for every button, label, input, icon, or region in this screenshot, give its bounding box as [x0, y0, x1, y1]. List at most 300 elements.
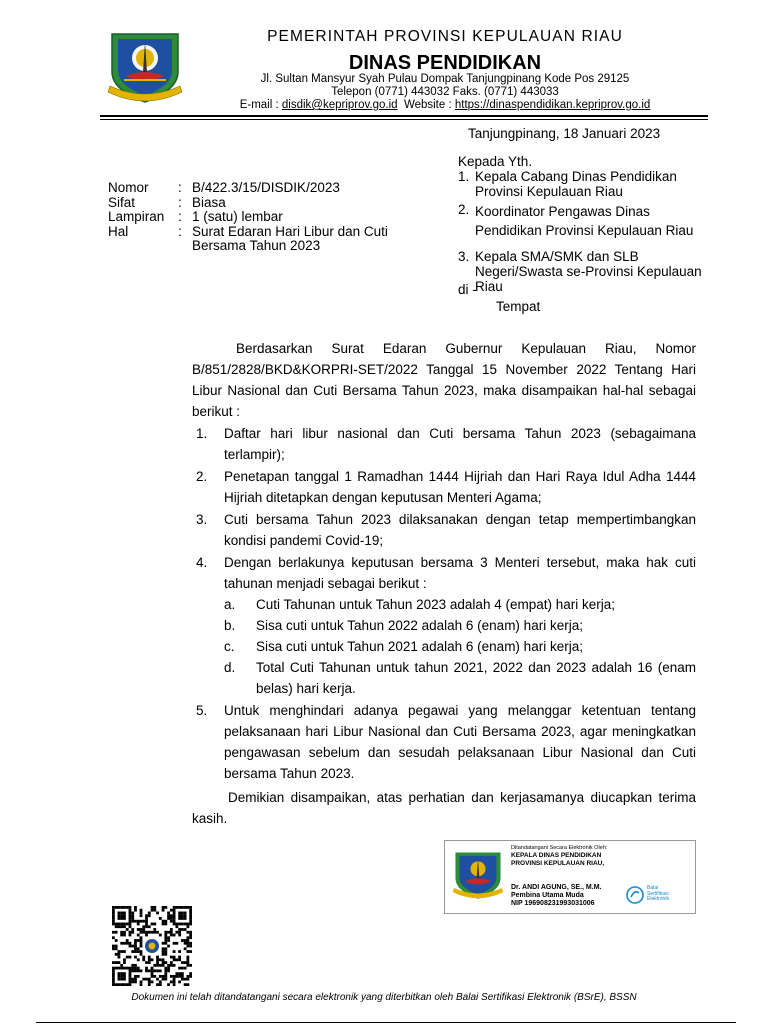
- qr-module: [134, 969, 137, 972]
- qr-module: [112, 978, 115, 981]
- qr-module: [129, 978, 132, 981]
- qr-module: [181, 939, 184, 942]
- qr-module: [140, 942, 143, 945]
- qr-module: [181, 923, 184, 926]
- qr-module: [134, 945, 137, 948]
- qr-module: [131, 980, 134, 983]
- sub-item: b. Sisa cuti untuk Tahun 2022 adalah 6 (enam) hari kerja;: [224, 618, 583, 633]
- qr-module: [186, 942, 189, 945]
- qr-module: [131, 931, 134, 934]
- qr-module: [178, 980, 181, 983]
- qr-module: [173, 950, 176, 953]
- qr-module: [145, 978, 148, 981]
- qr-module: [189, 950, 192, 953]
- qr-module: [120, 975, 123, 978]
- qr-module: [170, 975, 173, 978]
- qr-module: [189, 942, 192, 945]
- qr-module: [129, 909, 132, 912]
- qr-module: [170, 980, 173, 983]
- qr-module: [120, 934, 123, 937]
- qr-module: [164, 972, 167, 975]
- qr-module: [173, 980, 176, 983]
- qr-module: [120, 906, 123, 909]
- qr-module: [140, 920, 143, 923]
- email-link[interactable]: disdik@kepriprov.go.id: [281, 99, 398, 111]
- footer-divider: [36, 1022, 736, 1023]
- qr-module: [120, 964, 123, 967]
- qr-module: [162, 978, 165, 981]
- qr-module: [178, 912, 181, 915]
- qr-module: [112, 983, 115, 986]
- qr-module: [164, 939, 167, 942]
- qr-module: [186, 958, 189, 961]
- qr-module: [129, 920, 132, 923]
- qr-module: [145, 931, 148, 934]
- qr-module: [153, 964, 156, 967]
- list-item: 1. Daftar hari libur nasional dan Cuti bersama Tahun 2023 (sebagaimana terlampir);: [196, 426, 696, 462]
- qr-module: [123, 978, 126, 981]
- qr-module: [137, 923, 140, 926]
- place-date: Tanjungpinang, 18 Januari 2023: [468, 126, 661, 141]
- qr-module: [167, 983, 170, 986]
- qr-module: [189, 931, 192, 934]
- qr-module: [156, 912, 159, 915]
- qr-module: [112, 947, 115, 950]
- qr-module: [123, 942, 126, 945]
- qr-module: [173, 975, 176, 978]
- qr-module: [153, 928, 156, 931]
- qr-module: [120, 978, 123, 981]
- qr-module: [151, 923, 154, 926]
- qr-module: [189, 920, 192, 923]
- qr-module: [123, 925, 126, 928]
- qr-module: [131, 978, 134, 981]
- qr-module: [129, 945, 132, 948]
- qr-module: [186, 956, 189, 959]
- qr-module: [120, 983, 123, 986]
- qr-module: [164, 978, 167, 981]
- qr-module: [159, 969, 162, 972]
- header-contact: [200, 73, 690, 112]
- qr-module: [123, 975, 126, 978]
- qr-module: [156, 956, 159, 959]
- qr-module: [131, 912, 134, 915]
- qr-module: [170, 909, 173, 912]
- qr-module: [126, 906, 129, 909]
- qr-module: [181, 961, 184, 964]
- qr-module: [112, 917, 115, 920]
- qr-module: [118, 978, 121, 981]
- qr-module: [181, 972, 184, 975]
- qr-module: [145, 923, 148, 926]
- qr-module: [123, 923, 126, 926]
- qr-module: [170, 931, 173, 934]
- qr-module: [186, 983, 189, 986]
- qr-module: [131, 920, 134, 923]
- qr-module: [118, 914, 121, 917]
- qr-module: [123, 912, 126, 915]
- qr-module: [126, 956, 129, 959]
- qr-module: [162, 958, 165, 961]
- qr-module: [156, 958, 159, 961]
- qr-module: [189, 964, 192, 967]
- qr-module: [181, 914, 184, 917]
- recipient-item: 3. Kepala SMA/SMK dan SLB Negeri/Swasta se-Provinsi Kepulauan Riau: [458, 249, 702, 294]
- qr-module: [170, 961, 173, 964]
- province-logo: [104, 28, 186, 106]
- qr-module: [145, 969, 148, 972]
- qr-module: [129, 980, 132, 983]
- qr-module: [178, 906, 181, 909]
- recipient-item: 1. Kepala Cabang Dinas Pendidikan Provinsi Kepulauan Riau: [458, 169, 677, 199]
- qr-module: [175, 942, 178, 945]
- qr-module: [186, 978, 189, 981]
- qr-module: [137, 967, 140, 970]
- qr-module: [145, 961, 148, 964]
- qr-module: [148, 961, 151, 964]
- qr-module: [118, 912, 121, 915]
- qr-module: [140, 928, 143, 931]
- qr-module: [162, 961, 165, 964]
- qr-module: [189, 906, 192, 909]
- qr-module: [184, 942, 187, 945]
- qr-module: [120, 912, 123, 915]
- qr-module: [173, 983, 176, 986]
- qr-module: [129, 923, 132, 926]
- qr-module: [120, 923, 123, 926]
- qr-module: [170, 917, 173, 920]
- qr-module: [170, 914, 173, 917]
- qr-module: [181, 978, 184, 981]
- qr-module: [189, 914, 192, 917]
- qr-module: [151, 906, 154, 909]
- qr-module: [162, 950, 165, 953]
- qr-module: [112, 975, 115, 978]
- qr-module: [112, 931, 115, 934]
- qr-module: [178, 975, 181, 978]
- qr-module: [159, 934, 162, 937]
- qr-module: [134, 978, 137, 981]
- qr-module: [184, 914, 187, 917]
- qr-module: [170, 928, 173, 931]
- qr-module: [173, 978, 176, 981]
- qr-module: [189, 912, 192, 915]
- qr-module: [148, 914, 151, 917]
- qr-module: [164, 934, 167, 937]
- qr-module: [118, 972, 121, 975]
- qr-module: [134, 980, 137, 983]
- qr-module: [186, 961, 189, 964]
- qr-module: [134, 906, 137, 909]
- qr-module: [126, 923, 129, 926]
- qr-module: [178, 917, 181, 920]
- qr-module: [137, 928, 140, 931]
- qr-module: [140, 931, 143, 934]
- qr-module: [148, 931, 151, 934]
- qr-module: [131, 928, 134, 931]
- qr-module: [129, 931, 132, 934]
- signature-box: [444, 840, 696, 914]
- qr-module: [175, 975, 178, 978]
- qr-module: [184, 961, 187, 964]
- qr-module: [181, 928, 184, 931]
- qr-module: [112, 912, 115, 915]
- qr-module: [159, 964, 162, 967]
- qr-module: [137, 939, 140, 942]
- qr-module: [164, 906, 167, 909]
- qr-module: [142, 956, 145, 959]
- qr-module: [140, 980, 143, 983]
- qr-module: [186, 964, 189, 967]
- qr-module: [145, 925, 148, 928]
- qr-module: [129, 975, 132, 978]
- qr-module: [186, 925, 189, 928]
- qr-module: [140, 909, 143, 912]
- qr-module: [129, 969, 132, 972]
- qr-module: [184, 947, 187, 950]
- qr-module: [162, 909, 165, 912]
- qr-module: [140, 914, 143, 917]
- qr-module: [115, 983, 118, 986]
- qr-module: [189, 945, 192, 948]
- recipients-tempat: Tempat: [496, 299, 541, 314]
- qr-module: [178, 914, 181, 917]
- recipients-title: Kepada Yth.: [458, 154, 533, 169]
- qr-module: [134, 939, 137, 942]
- qr-module: [148, 925, 151, 928]
- qr-module: [112, 945, 115, 948]
- signature-logo: [450, 846, 506, 904]
- qr-module: [140, 953, 143, 956]
- qr-module: [153, 975, 156, 978]
- qr-module: [164, 975, 167, 978]
- qr-module: [120, 914, 123, 917]
- qr-module: [137, 969, 140, 972]
- qr-module: [184, 983, 187, 986]
- qr-module: [151, 931, 154, 934]
- qr-module: [186, 936, 189, 939]
- qr-module: [123, 931, 126, 934]
- qr-module: [131, 967, 134, 970]
- qr-module: [140, 939, 143, 942]
- qr-module: [186, 950, 189, 953]
- qr-module: [162, 953, 165, 956]
- qr-module: [131, 914, 134, 917]
- qr-module: [112, 961, 115, 964]
- qr-module: [134, 956, 137, 959]
- qr-module: [129, 914, 132, 917]
- qr-module: [140, 936, 143, 939]
- qr-module: [129, 967, 132, 970]
- qr-module: [151, 972, 154, 975]
- qr-module: [159, 917, 162, 920]
- letter-body: [192, 338, 696, 829]
- qr-module: [129, 972, 132, 975]
- qr-module: [189, 936, 192, 939]
- website-link[interactable]: https://dinaspendidikan.kepriprov.go.id: [454, 99, 651, 111]
- qr-module: [175, 925, 178, 928]
- qr-module: [118, 975, 121, 978]
- qr-module: [145, 934, 148, 937]
- qr-module: [181, 975, 184, 978]
- qr-module: [162, 923, 165, 926]
- qr-module: [115, 947, 118, 950]
- qr-module: [184, 978, 187, 981]
- qr-module: [112, 914, 115, 917]
- qr-module: [164, 931, 167, 934]
- qr-module: [167, 967, 170, 970]
- qr-module: [156, 961, 159, 964]
- header-address: Jl. Sultan Mansyur Syah Pulau Dompak Tanjungpinang Kode Pos 29125: [260, 73, 630, 85]
- qr-module: [142, 920, 145, 923]
- qr-module: [123, 950, 126, 953]
- qr-module: [134, 967, 137, 970]
- qr-module: [118, 983, 121, 986]
- qr-module: [115, 906, 118, 909]
- list-item: 4. Dengan berlakunya keputusan bersama 3 Menteri tersebut, maka hak cuti tahunan menjadi sebagai berikut : a. Cuti Tahunan untuk Tahun 2023 adalah 4 (empat) hari kerja; b. Sisa cuti untuk Tahun 2022 adalah 6 (enam) hari kerja; c. Sisa cuti untuk Tahun 2021 adalah 6 (enam) hari kerja; d. Total Cuti Tahunan untuk tahun 2021, 2022 dan 2023 adalah 16 (enam belas) hari kerja.: [192, 552, 696, 699]
- qr-module: [134, 964, 137, 967]
- qr-module: [167, 931, 170, 934]
- qr-module: [118, 906, 121, 909]
- qr-module: [184, 967, 187, 970]
- qr-module: [115, 945, 118, 948]
- list-item: 2. Penetapan tanggal 1 Ramadhan 1444 Hijriah dan Hari Raya Idul Adha 1444 Hijriah ditetapkan dengan keputusan Menteri Agama;: [196, 469, 696, 505]
- qr-module: [162, 920, 165, 923]
- qr-module: [173, 956, 176, 959]
- qr-module: [184, 928, 187, 931]
- qr-module: [173, 912, 176, 915]
- qr-module: [118, 923, 121, 926]
- qr-module: [129, 983, 132, 986]
- qr-module: [126, 939, 129, 942]
- qr-module: [175, 906, 178, 909]
- qr-module: [173, 942, 176, 945]
- qr-module: [129, 925, 132, 928]
- qr-module: [123, 972, 126, 975]
- qr-module: [159, 983, 162, 986]
- intro-paragraph: Berdasarkan Surat Edaran Gubernur Kepulauan Riau, Nomor B/851/2828/BKD&KORPRI-SET/2022 Tanggal 15 November 2022 Tentang Hari Libur Nasional dan Cuti Bersama Tahun 2023, maka disampaikan hal-hal sebagai berikut :: [192, 341, 696, 419]
- qr-module: [189, 917, 192, 920]
- qr-module: [112, 920, 115, 923]
- qr-module: [164, 950, 167, 953]
- qr-module: [123, 961, 126, 964]
- qr-module: [115, 939, 118, 942]
- qr-module: [178, 956, 181, 959]
- qr-module: [167, 939, 170, 942]
- qr-module: [159, 980, 162, 983]
- qr-module: [173, 909, 176, 912]
- qr-module: [142, 928, 145, 931]
- qr-module: [164, 953, 167, 956]
- email-label: E-mail :: [239, 99, 279, 111]
- qr-module: [167, 917, 170, 920]
- qr-module: [151, 967, 154, 970]
- qr-module: [137, 958, 140, 961]
- qr-module: [131, 950, 134, 953]
- qr-module: [164, 936, 167, 939]
- qr-module: [115, 923, 118, 926]
- qr-module: [145, 920, 148, 923]
- header-email-website: [200, 99, 690, 112]
- qr-module: [186, 945, 189, 948]
- signature-signed-by: Ditandatangani Secara Elektronik Oleh:: [511, 845, 608, 851]
- qr-module: [184, 923, 187, 926]
- qr-module: [156, 983, 159, 986]
- qr-module: [178, 931, 181, 934]
- qr-module: [123, 983, 126, 986]
- qr-module: [137, 950, 140, 953]
- qr-module: [173, 914, 176, 917]
- qr-module: [173, 923, 176, 926]
- qr-module: [186, 931, 189, 934]
- qr-module: [120, 950, 123, 953]
- qr-code: [112, 906, 192, 986]
- qr-module: [112, 972, 115, 975]
- signature-name: Dr. ANDI AGUNG, SE., M.M.: [511, 884, 602, 891]
- qr-module: [148, 912, 151, 915]
- qr-module: [151, 975, 154, 978]
- qr-module: [162, 906, 165, 909]
- qr-module: [123, 934, 126, 937]
- list-item: 5. Untuk menghindari adanya pegawai yang melanggar ketentuan tentang pelaksanaan hari Libur Nasional dan Cuti Bersama 2023, agar meningkatkan pengawasan sebelum dan sesudah pelaksanaan Libur Nasional dan Cuti bersama Tahun 2023.: [196, 703, 696, 781]
- qr-module: [129, 956, 132, 959]
- qr-module: [186, 939, 189, 942]
- qr-module: [126, 983, 129, 986]
- qr-module: [170, 920, 173, 923]
- qr-module: [186, 975, 189, 978]
- qr-module: [173, 964, 176, 967]
- qr-module: [181, 967, 184, 970]
- qr-module: [162, 942, 165, 945]
- qr-module: [118, 950, 121, 953]
- qr-module: [153, 969, 156, 972]
- header-agency: DINAS PENDIDIKAN: [348, 52, 542, 74]
- qr-module: [129, 917, 132, 920]
- qr-module: [151, 958, 154, 961]
- qr-module: [162, 975, 165, 978]
- qr-module: [162, 964, 165, 967]
- qr-module: [181, 917, 184, 920]
- qr-module: [184, 906, 187, 909]
- qr-module: [112, 906, 115, 909]
- qr-module: [142, 978, 145, 981]
- qr-module: [173, 934, 176, 937]
- signature-office2: PROVINSI KEPULAUAN RIAU,: [511, 860, 605, 867]
- qr-module: [189, 923, 192, 926]
- bsre-logo-icon: [626, 886, 644, 904]
- qr-module: [178, 934, 181, 937]
- qr-module: [137, 934, 140, 937]
- qr-module: [126, 967, 129, 970]
- qr-module: [164, 923, 167, 926]
- qr-module: [189, 934, 192, 937]
- qr-module: [175, 923, 178, 926]
- qr-module: [134, 947, 137, 950]
- qr-module: [120, 972, 123, 975]
- qr-module: [118, 953, 121, 956]
- qr-module: [153, 906, 156, 909]
- qr-module: [129, 906, 132, 909]
- website-label: Website :: [403, 99, 452, 111]
- qr-module: [181, 912, 184, 915]
- qr-module: [120, 967, 123, 970]
- qr-module: [151, 969, 154, 972]
- qr-module: [178, 967, 181, 970]
- qr-module: [112, 967, 115, 970]
- list-item: 3. Cuti bersama Tahun 2023 dilaksanakan dengan tetap mempertimbangkan kondisi pandemi Covid-19;: [196, 512, 696, 548]
- qr-module: [173, 917, 176, 920]
- qr-module: [167, 964, 170, 967]
